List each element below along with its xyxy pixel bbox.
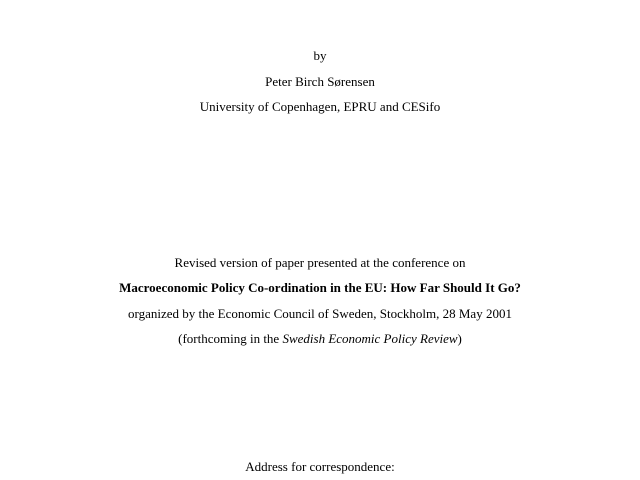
conference-title: Macroeconomic Policy Co-ordination in the EU: How Far Should It Go?	[119, 280, 521, 295]
by-line: by	[313, 48, 327, 63]
author-affiliation: University of Copenhagen, EPRU and CESifo	[199, 99, 441, 114]
organized-by-line: organized by the Economic Council of Sweden, Stockholm, 28 May 2001	[128, 306, 512, 321]
forthcoming-line	[0, 331, 640, 347]
forthcoming-suffix: )	[457, 331, 462, 346]
revised-version-line: Revised version of paper presented at the conference on	[174, 255, 466, 270]
author-name: Peter Birch Sørensen	[265, 74, 375, 89]
correspondence-label: Address for correspondence:	[245, 459, 395, 474]
journal-name: Swedish Economic Policy Review	[282, 331, 458, 346]
forthcoming-prefix: (forthcoming in the	[178, 331, 283, 346]
